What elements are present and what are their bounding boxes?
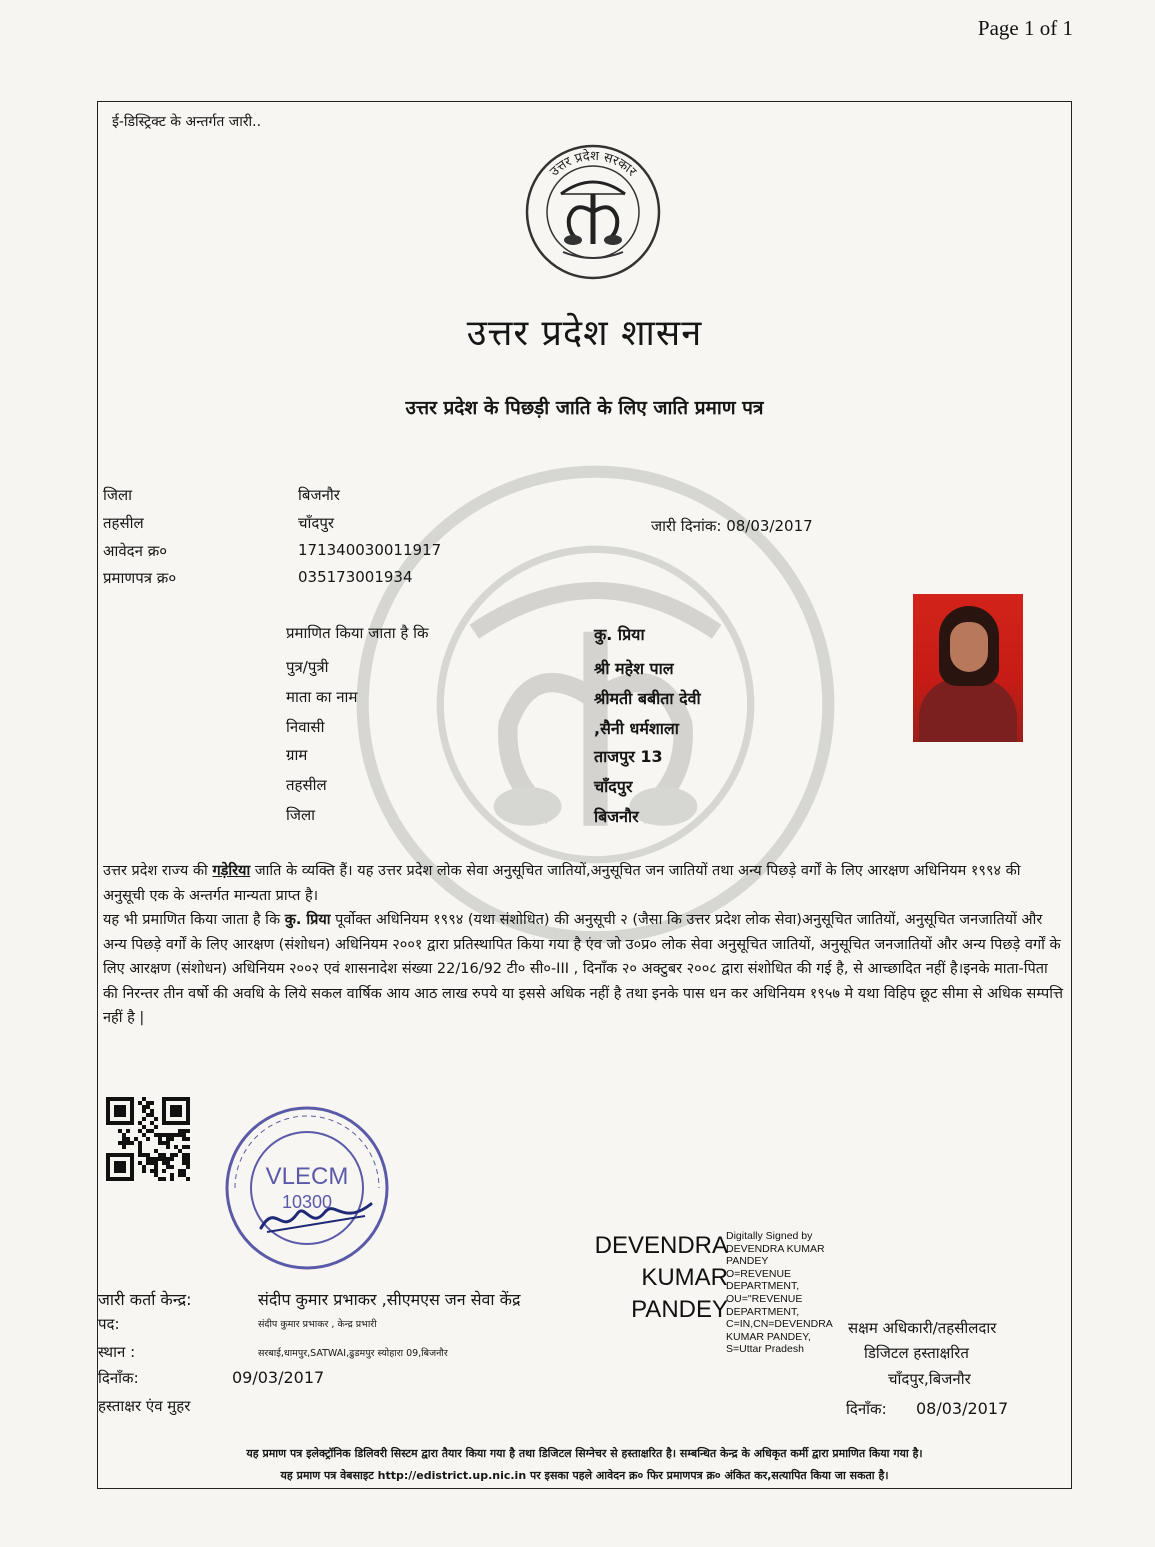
footer-line-1: यह प्रमाण पत्र इलेक्ट्रॉनिक डिलिवरी सिस्टम द्वारा तैयार किया गया है तथा डिजिटल सिग्नेचर से हस्ताक्षरित है। सम्बन्धित केन्द्र के अधिकृत कर्मी द्वारा प्रमाणित किया गया है। bbox=[246, 1447, 923, 1460]
government-title: उत्तर प्रदेश शासन bbox=[466, 313, 703, 354]
certificate-body bbox=[103, 859, 1063, 1031]
applicant-name: कु. प्रिया bbox=[594, 625, 645, 644]
certify-label: प्रमाणित किया जाता है कि bbox=[286, 624, 429, 642]
sig-meta-line: KUMAR PANDEY, bbox=[726, 1330, 811, 1343]
body-applicant-name: कु. प्रिया bbox=[284, 912, 331, 928]
signer-line-3: PANDEY bbox=[631, 1296, 728, 1323]
sig-meta-line: DEVENDRA KUMAR bbox=[726, 1242, 825, 1255]
digitally-signed-label: डिजिटल हस्ताक्षरित bbox=[864, 1344, 969, 1362]
body-text-2a: यह भी प्रमाणित किया जाता है कि bbox=[103, 912, 285, 928]
page-number: Page 1 of 1 bbox=[977, 16, 1073, 40]
certificate-no-value: 035173001934 bbox=[298, 568, 413, 586]
district-value: बिजनौर bbox=[298, 486, 340, 504]
stamp-line-2: 10300 bbox=[281, 1192, 333, 1212]
authority-date-value: 08/03/2017 bbox=[916, 1399, 1009, 1418]
certificate-no-label: प्रमाणपत्र क्र० bbox=[103, 569, 177, 587]
sig-meta-line: DEPARTMENT, bbox=[726, 1305, 800, 1318]
authority-title: सक्षम अधिकारी/तहसीलदार bbox=[848, 1319, 997, 1337]
detail-district-value: बिजनौर bbox=[594, 807, 639, 826]
sig-meta-line: O=REVENUE bbox=[726, 1267, 792, 1280]
post-label: पद: bbox=[98, 1315, 120, 1333]
applicant-photo bbox=[913, 594, 1023, 742]
sig-meta-line: DEPARTMENT, bbox=[726, 1280, 800, 1293]
post-value: संदीप कुमार प्रभाकर , केन्द्र प्रभारी bbox=[258, 1319, 377, 1330]
issuing-center-value: संदीप कुमार प्रभाकर ,सीएमएस जन सेवा केंद्र bbox=[258, 1290, 521, 1309]
body-text-1a: उत्तर प्रदेश राज्य की bbox=[103, 863, 213, 879]
resident-value: ,सैनी धर्मशाला bbox=[594, 719, 679, 738]
issue-date-label: दिनाँक: bbox=[98, 1369, 139, 1387]
issuing-center-label: जारी कर्ता केन्द्र: bbox=[98, 1290, 192, 1309]
mother-name: श्रीमती बबीता देवी bbox=[594, 689, 701, 708]
mother-label: माता का नाम bbox=[286, 688, 358, 706]
authority-date-label: दिनाँक: bbox=[846, 1400, 887, 1418]
vle-stamp bbox=[221, 1102, 393, 1274]
place-value: सरबाई,धामपुर,SATWAI,ढुडमपुर स्योहारा 09,बिजनौर bbox=[258, 1348, 448, 1359]
body-paragraph-1 bbox=[103, 859, 1063, 908]
sig-meta-line: PANDEY bbox=[726, 1255, 769, 1268]
up-emblem-icon bbox=[523, 142, 663, 282]
body-paragraph-2 bbox=[103, 908, 1063, 1031]
sig-meta-line: S=Uttar Pradesh bbox=[726, 1343, 804, 1356]
detail-tehsil-value: चाँदपुर bbox=[594, 777, 633, 796]
qr-code-icon bbox=[106, 1097, 190, 1181]
resident-label: निवासी bbox=[286, 718, 325, 736]
sig-meta-line: OU="REVENUE bbox=[726, 1292, 803, 1305]
footer-line-2: यह प्रमाण पत्र वेबसाइट http://edistrict.up.nic.in पर इसका पहले आवेदन क्र० फिर प्रमाणपत्र क्र० अंकित कर,सत्यापित किया जा सकता है। bbox=[280, 1469, 889, 1482]
application-no-value: 171340030011917 bbox=[298, 541, 442, 559]
body-text-1b: जाति के व्यक्ति हैं। यह उत्तर प्रदेश लोक सेवा अनुसूचित जातियों,अनुसूचित जन जातियों तथा अन्य पिछड़े वर्गों के लिए आरक्षण अधिनियम १९९४ की अनुसूची एक के अन्तर्गत मान्यता प्राप्त है। bbox=[103, 863, 1021, 904]
application-no-label: आवेदन क्र० bbox=[103, 542, 168, 560]
issue-date-value: 09/03/2017 bbox=[232, 1368, 325, 1387]
certificate-title: उत्तर प्रदेश के पिछड़ी जाति के लिए जाति प्रमाण पत्र bbox=[405, 397, 764, 419]
header-note: ई-डिस्ट्रिक्ट के अन्तर्गत जारी.. bbox=[112, 114, 262, 130]
place-label: स्थान : bbox=[98, 1343, 136, 1361]
sig-meta-line: Digitally Signed by bbox=[726, 1230, 813, 1242]
certificate bbox=[97, 101, 1072, 1489]
child-of-label: पुत्र/पुत्री bbox=[286, 658, 329, 676]
signature-seal-label: हस्ताक्षर एंव मुहर bbox=[98, 1397, 191, 1415]
authority-place: चाँदपुर,बिजनौर bbox=[888, 1370, 971, 1388]
village-value: ताजपुर 13 bbox=[594, 747, 663, 766]
signer-line-2: KUMAR bbox=[641, 1264, 728, 1291]
body-text-2b: पूर्वोक्त अधिनियम १९९४ (यथा संशोधित) की अनुसूची २ (जैसा कि उत्तर प्रदेश लोक सेवा)अनुसूचित जातियों, अनुसूचित जनजातियों और अन्य पिछड़े वर्गों के लिए आरक्षण (संशोधन) अधिनियम २००१ द्वारा प्रतिस्थापित किया गया है एंव जो उ०प्र० लोक सेवा अनुसूचित जातियों, अनुसूचित जनजातियों और अन्य पिछड़े वर्गों के लिए आरक्षण (संशोधन) अधिनियम २००२ एवं शासनादेश संख्या 22/16/92 टी० सी०-III , दिनाँक २० अक्टुबर २००८ द्वारा संशोधित की गई है, से आच्छादित नहीं है।इनके माता-पिता की निरन्तर तीन वर्षो की अवधि के लिये सकल वार्षिक आय आठ लाख रुपये या इससे अधिक नहीं है तथा इनके पास धन कर अधिनियम १९५७ मे यथा विहिप छूट सीमा से अधिक सम्पत्ति नहीं है | bbox=[103, 912, 1063, 1026]
detail-district-label: जिला bbox=[286, 806, 316, 824]
sig-meta-line: C=IN,CN=DEVENDRA bbox=[726, 1318, 833, 1331]
father-name: श्री महेश पाल bbox=[594, 659, 674, 678]
issue-date: जारी दिनांक: 08/03/2017 bbox=[651, 517, 813, 535]
tehsil-value: चाँदपुर bbox=[298, 514, 335, 532]
stamp-line-1: VLECM bbox=[265, 1163, 349, 1190]
village-label: ग्राम bbox=[286, 746, 308, 764]
caste-name: गड़ेरिया bbox=[212, 863, 251, 879]
signer-line-1: DEVENDRA bbox=[594, 1232, 728, 1259]
digital-signature-details bbox=[726, 1230, 861, 1356]
svg-text:उत्तर प्रदेश सरकार: उत्तर प्रदेश सरकार bbox=[547, 148, 639, 180]
district-label: जिला bbox=[103, 486, 133, 504]
digital-signer-name bbox=[558, 1230, 728, 1326]
detail-tehsil-label: तहसील bbox=[286, 776, 327, 794]
tehsil-label: तहसील bbox=[103, 514, 144, 532]
